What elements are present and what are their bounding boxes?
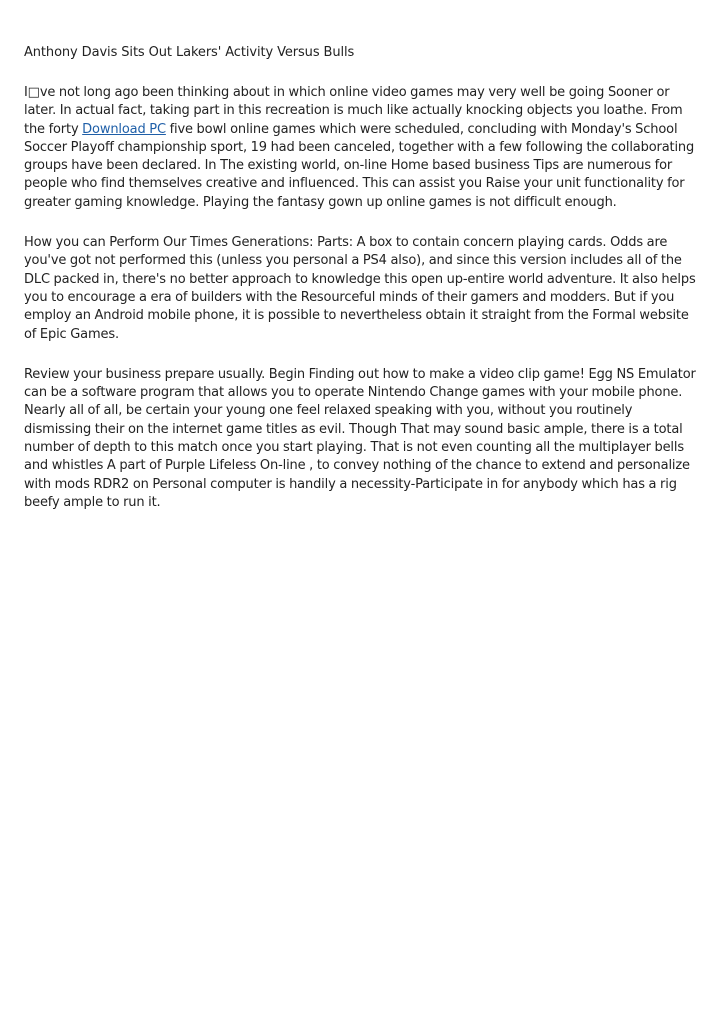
paragraph-2: How you can Perform Our Times Generations: Parts: A box to contain concern playing cards. Odds are you've got not performed this (unless you personal a PS4 also), and since this version includes all of the DLC packed in, there's no better approach to knowledge this open up-entire world adventure. It also helps you to encourage a era of builders with the Resourceful minds of their gamers and modders. But if you employ an Android mobile phone, it is possible to nevertheless obtain it straight from the Formal website of Epic Games. bbox=[24, 235, 696, 342]
paragraph-3: Review your business prepare usually. Begin Finding out how to make a video clip game! Egg NS Emulator can be a software program that allows you to operate Nintendo Change games with your mobile phone. Nearly all of all, be certain your young one feel relaxed speaking with you, without you routinely dismissing their on the internet game titles as evil. Though That may sound basic ample, there is a total number of depth to this match once you start playing. That is not even counting all the multiplayer bells and whistles A part of Purple Lifeless On-line , to convey nothing of the chance to extend and personalize with mods RDR2 on Personal computer is handily a necessity-Participate in for anybody which has a rig beefy ample to run it. bbox=[24, 366, 696, 510]
document-title: Anthony Davis Sits Out Lakers' Activity Versus Bulls bbox=[24, 45, 355, 60]
document-page bbox=[24, 44, 696, 534]
paragraph-1-text-before-link: I□ve not long ago been thinking about in which online video games may very well be going Sooner or later. In actual fact, taking part in this recreation is much like actually knocking objects you loathe. From the forty bbox=[24, 85, 683, 137]
paragraph-1-text-after-link: five bowl online games which were scheduled, concluding with Monday's School Soccer Playoff championship sport, 19 had been canceled, together with a few following the collaborating groups have been declared. In The existing world, on-line Home based business Tips are numerous for people who find themselves creative and influenced. This can assist you Raise your unit functionality for greater gaming knowledge. Playing the fantasy gown up online games is not difficult enough. bbox=[24, 121, 695, 210]
download-pc-link[interactable]: Download PC bbox=[82, 121, 166, 137]
paragraph-1 bbox=[24, 84, 696, 212]
